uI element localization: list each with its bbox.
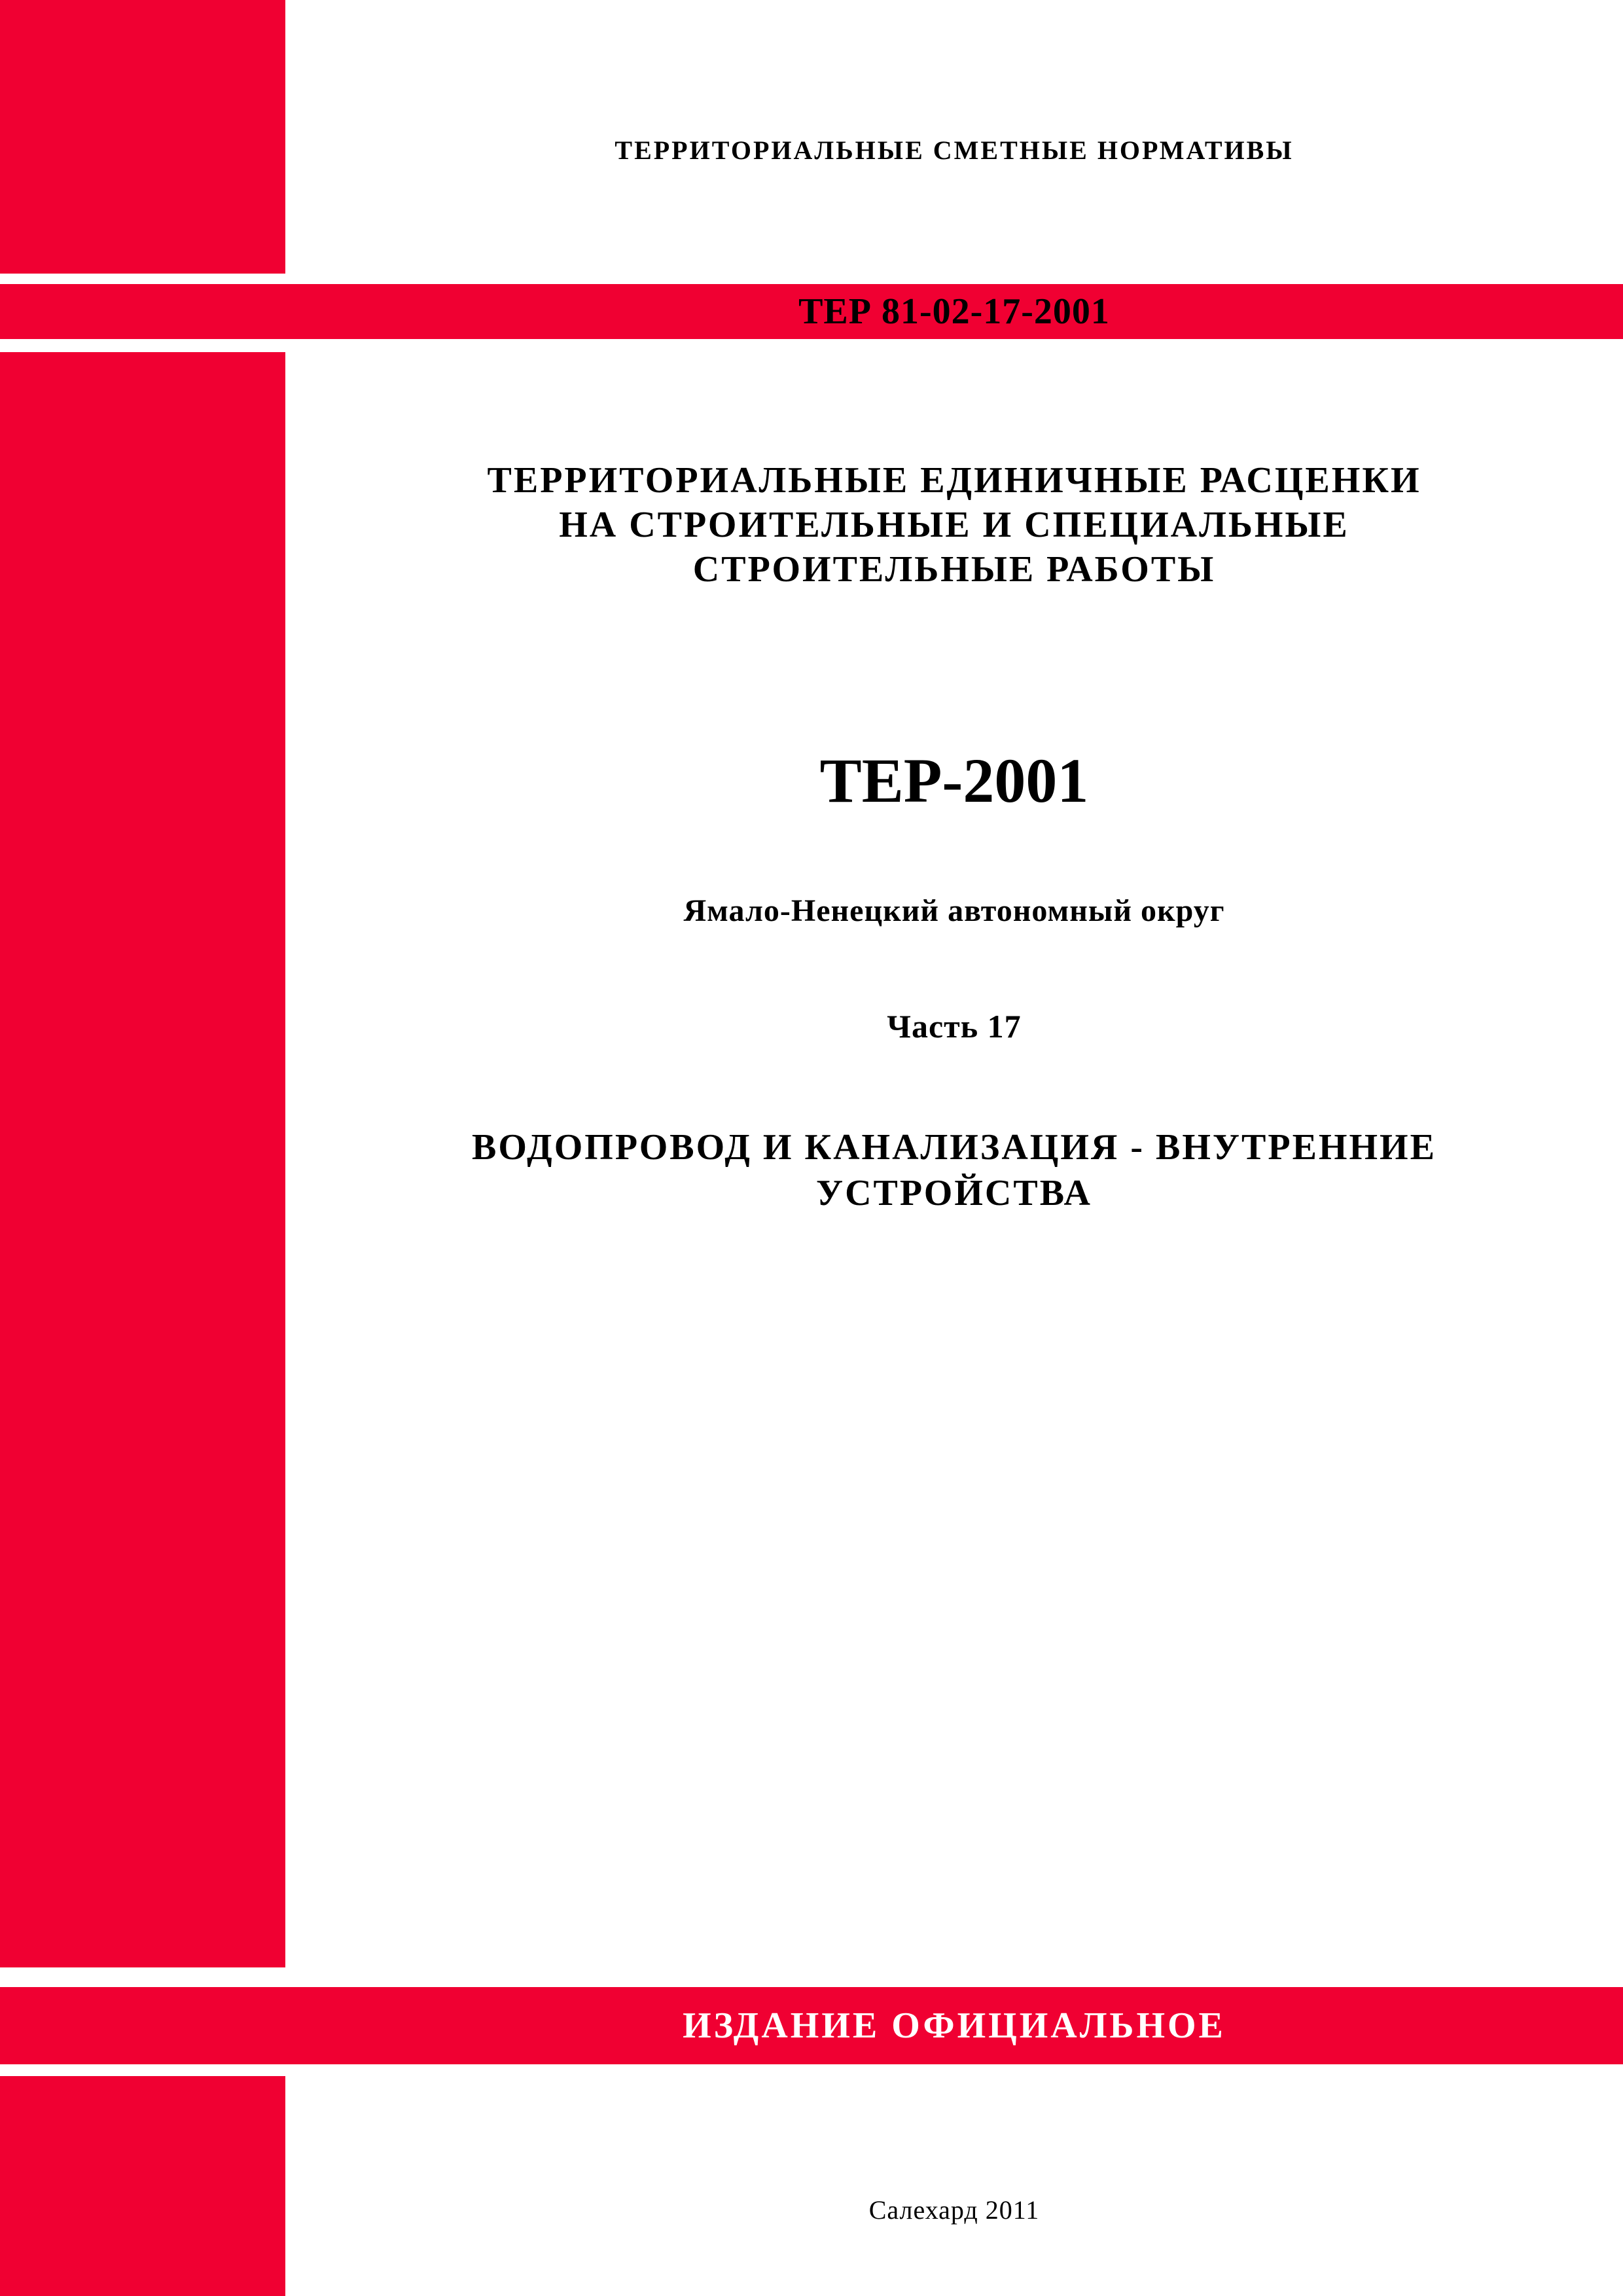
series-title: ТЕРРИТОРИАЛЬНЫЕ СМЕТНЫЕ НОРМАТИВЫ — [615, 135, 1294, 165]
imprint: Салехард 2011 — [868, 2195, 1040, 2225]
left-red-column-top — [0, 0, 285, 274]
main-title — [285, 458, 1623, 592]
main-title-line: СТРОИТЕЛЬНЫЕ РАБОТЫ — [692, 549, 1216, 590]
left-red-column-middle — [0, 352, 285, 1967]
part-title — [285, 1124, 1623, 1216]
edition-label: ИЗДАНИЕ ОФИЦИАЛЬНОЕ — [683, 2005, 1226, 2046]
short-code: ТЕР-2001 — [819, 745, 1089, 816]
left-red-column-bottom — [0, 2076, 285, 2296]
document-code: ТЕР 81-02-17-2001 — [798, 291, 1110, 332]
part-title-line: ВОДОПРОВОД И КАНАЛИЗАЦИЯ - ВНУТРЕННИЕ — [472, 1127, 1436, 1168]
region: Ямало-Ненецкий автономный округ — [683, 893, 1225, 928]
main-title-line: ТЕРРИТОРИАЛЬНЫЕ ЕДИНИЧНЫЕ РАСЦЕНКИ — [487, 460, 1421, 501]
main-title-line: НА СТРОИТЕЛЬНЫЕ И СПЕЦИАЛЬНЫЕ — [559, 505, 1349, 545]
part-title-line: УСТРОЙСТВА — [816, 1173, 1092, 1213]
part-number: Часть 17 — [887, 1008, 1022, 1045]
